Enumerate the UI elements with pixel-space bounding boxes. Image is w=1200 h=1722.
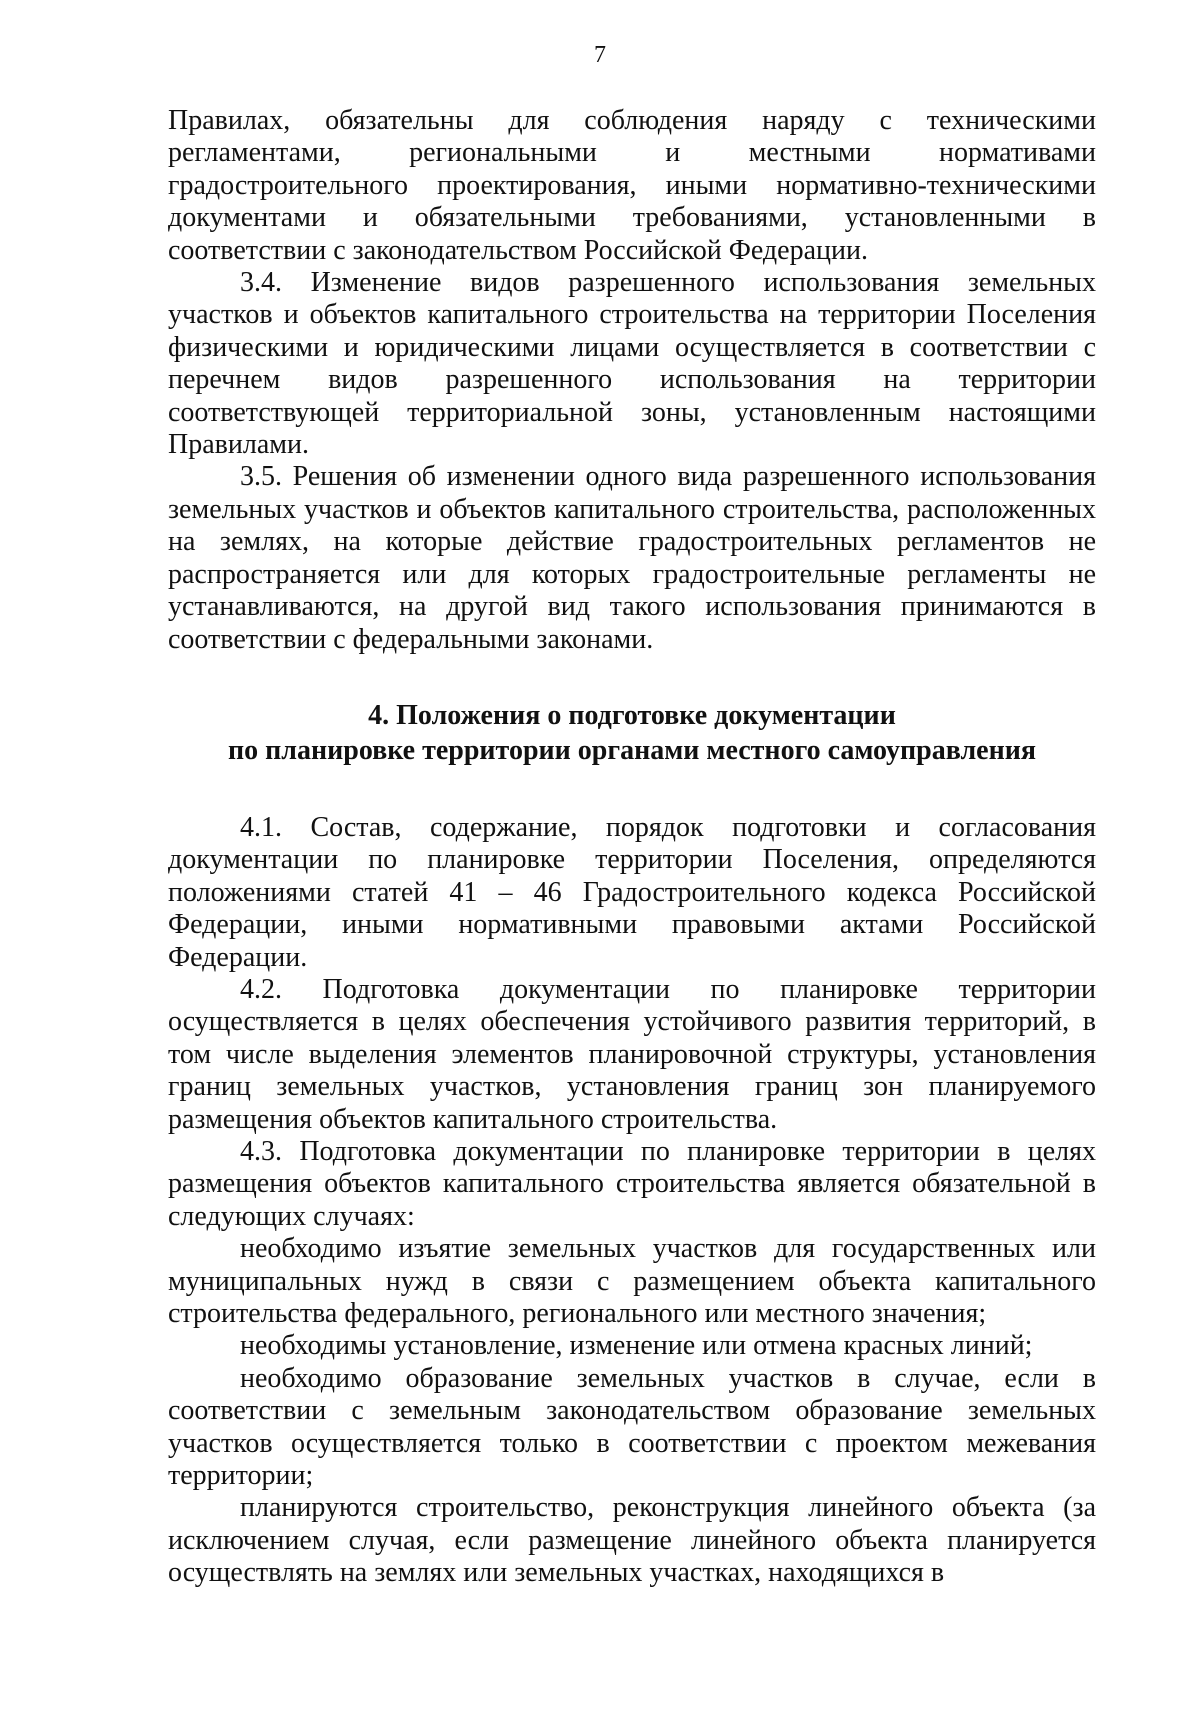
paragraph-4-1: 4.1. Состав, содержание, порядок подготовки и согласования документации по планировке территории Поселения, определяются положениями статей 41 – 46 Градостроительного кодекса Российской Федерации, иными нормативными правовыми актами Российской Федерации. xyxy=(168,811,1096,973)
section-heading xyxy=(168,698,1096,768)
paragraph-3-5: 3.5. Решения об изменении одного вида разрешенного использования земельных участков и объектов капитального строительства, расположенных на землях, на которые действие градостроительных регламентов не распространяется или для которых градостроительные регламенты не устанавливаются, на другой вид такого использования принимаются в соответствии с федеральными законами. xyxy=(168,461,1096,655)
paragraph-3-4: 3.4. Изменение видов разрешенного использования земельных участков и объектов капитального строительства на территории Поселения физическими и юридическими лицами осуществляется в соответствии с перечнем видов разрешенного использования на территории соответствующей территориальной зоны, установленным настоящими Правилами. xyxy=(168,267,1096,461)
section-heading-line-2: по планировке территории органами местного самоуправления xyxy=(228,734,1036,766)
section-heading-line-1: 4. Положения о подготовке документации xyxy=(368,699,896,731)
paragraph-continuation: Правилах, обязательны для соблюдения наряду с техническими регламентами, региональными и местными нормативами градостроительного проектирования, иными нормативно-техническими документами и обязательными требованиями, установленными в соответствии с законодательством Российской Федерации. xyxy=(168,105,1096,266)
list-item-red-lines: необходимы установление, изменение или отмена красных линий; xyxy=(240,1330,1033,1362)
document-body xyxy=(168,105,1096,1590)
list-item-seizure: необходимо изъятие земельных участков для государственных или муниципальных нужд в связи с размещением объекта капитального строительства федерального, регионального или местного значения; xyxy=(168,1233,1096,1329)
page-number: 7 xyxy=(594,42,606,68)
paragraph-4-3: 4.3. Подготовка документации по планировке территории в целях размещения объектов капитального строительства является обязательной в следующих случаях: xyxy=(168,1135,1096,1232)
list-item-land-formation: необходимо образование земельных участков в случае, если в соответствии с земельным законодательством образование земельных участков осуществляется только в соответствии с проектом межевания территории; xyxy=(168,1362,1096,1492)
paragraph-4-2: 4.2. Подготовка документации по планировке территории осуществляется в целях обеспечения устойчивого развития территорий, в том числе выделения элементов планировочной структуры, установления границ земельных участков, установления границ зон планируемого размещения объектов капитального строительства. xyxy=(168,973,1096,1135)
list-item-linear-object: планируются строительство, реконструкция линейного объекта (за исключением случая, если размещение линейного объекта планируется осуществлять на землях или земельных участках, находящихся в xyxy=(168,1492,1096,1589)
